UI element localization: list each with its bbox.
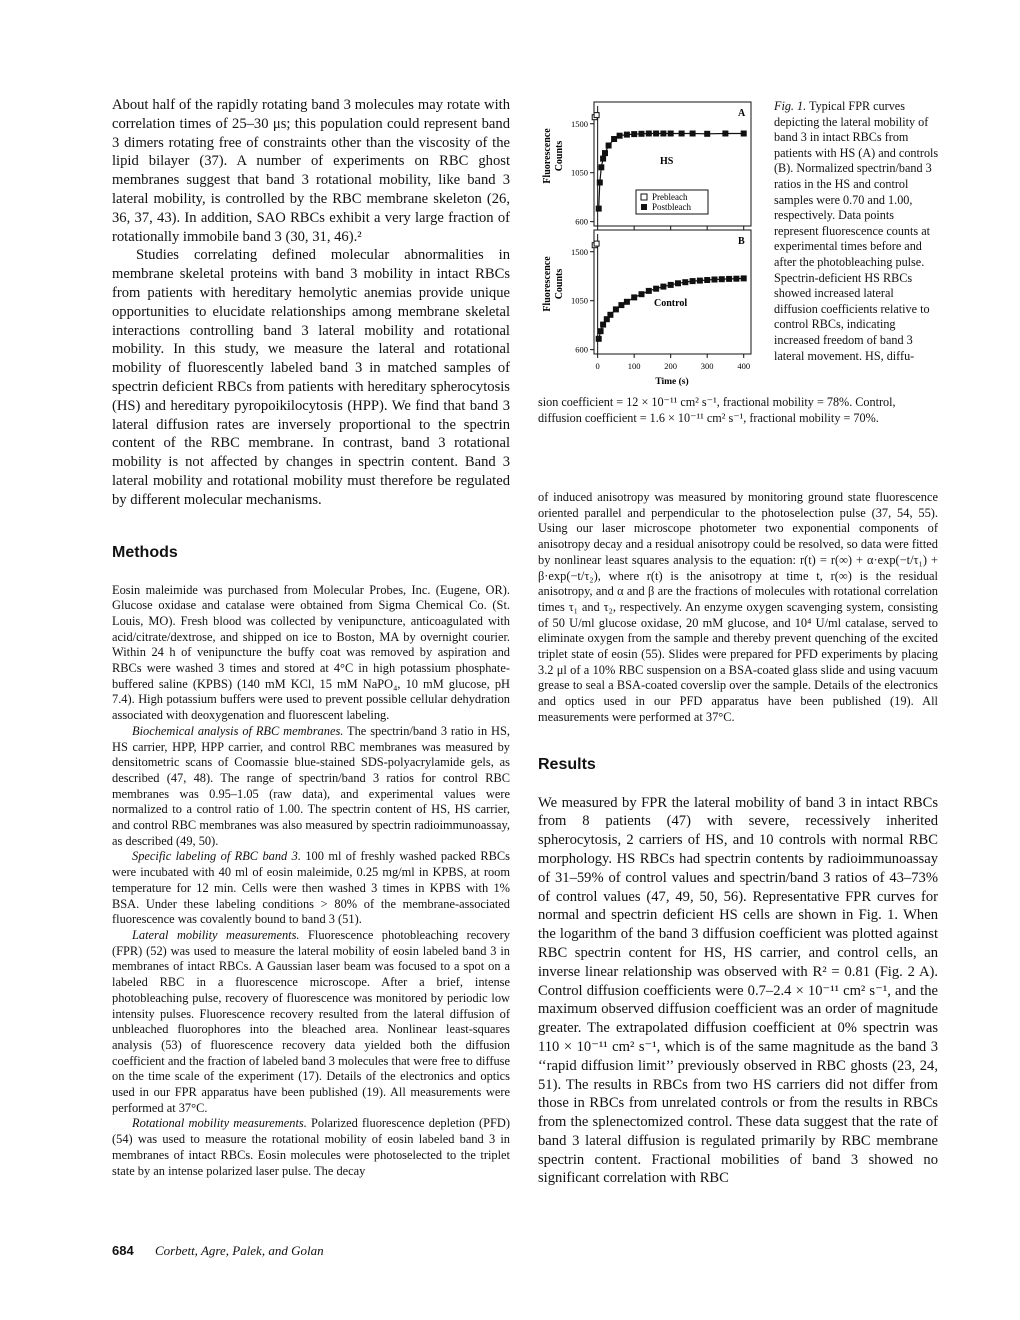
methods-text: The spectrin/band 3 ratio in HS, HS carrier, HPP, HPP carrier, and control RBC membranes was measured by densitometric scans of Coomassie blue-stained SDS-polyacrylamide gels, as described (47, 48). The range of spectrin/band 3 ratios for control RBC membranes was 0.95–1.05 (raw data), and experimental values were normalized to a control ratio of 1.00. The spectrin content of HS, HS carrier, and control RBC membranes was also measured by spectrin radioimmunoassay, as described (49, 50). xyxy=(112,723,510,848)
y-axis-label-b-1: Fluorescence xyxy=(542,256,553,312)
panel-b-label: B xyxy=(738,236,745,247)
postbleach-point xyxy=(741,276,746,281)
postbleach-point xyxy=(727,276,732,281)
panel-a-label: A xyxy=(738,108,746,119)
methods-subheading: Specific labeling of RBC band 3. xyxy=(132,849,301,864)
paragraph-intro-2: Studies correlating defined molecular abnormalities in membrane skeletal proteins with band 3 mobility in intact RBCs from patients with hereditary hemolytic anemias provide unique opportunities to elucidate relationships among membrane skeletal interactions controlling band 3 lateral mobility and rotational mobility. In this study, we measure the lateral and rotational mobility of fluorescently labeled band 3 in matched samples of spectrin deficient RBCs from patients with hereditary spherocytosis (HS) and hereditary pyropoikilocytosis (HPP). We find that band 3 lateral diffusion rates are inversely proportional to the spectrin content of the RBC membrane. In contrast, band 3 rotational mobility is not affected by changes in spectrin content. Band 3 lateral mobility and rotational mobility must therefore be regulated by different molecular mechanisms. xyxy=(112,247,510,508)
y-tick-label: 1500 xyxy=(571,246,588,257)
postbleach-point xyxy=(679,131,684,136)
y-tick-label: 600 xyxy=(575,216,588,227)
methods-paragraph-4 xyxy=(112,928,510,1116)
prebleach-point xyxy=(594,241,599,246)
page-number: 684 xyxy=(112,1243,134,1258)
postbleach-point xyxy=(596,336,601,341)
postbleach-point xyxy=(741,131,746,136)
results-paragraph-1: We measured by FPR the lateral mobility of band 3 in intact RBCs from 8 patients (47) with severe, recessively inherited spherocytosis, 2 carriers of HS, and 10 controls with normal RBC morphology. HS RBCs had spectrin contents by radioimmunoassay of 31–59% of control values and spectrin/band 3 ratios of 43–73% of control values (47, 49, 50, 56). Representative FPR curves for normal and spectrin deficient HS cells are shown in Fig. 1. When the logarithm of the band 3 diffusion coefficient was plotted against RBC spectrin content for HS, HS carrier, and control cells, an inverse linear relationship was observed with R² = 0.81 (Fig. 2 A). Control diffusion coefficients were 0.7–2.4 × 10⁻¹¹ cm² s⁻¹, and the maximum observed diffusion coefficient was an order of magnitude greater. The extrapolated diffusion coefficient at 0% spectrin was 110 × 10⁻¹¹ cm² s⁻¹, which is of the same magnitude as the band 3 ‘‘rapid diffusion limit’’ previously observed in RBC ghosts (23, 24, 51). The results in RBCs from two HS carriers did not differ from those in RBCs from unrelated controls or from the results in RBCs from the splenectomized control. These data suggest that the rate of band 3 lateral diffusion is regulated primarily by RBC membrane spectrin content. Fractional mobilities of band 3 showed no significant correlation with RBC xyxy=(538,794,938,1187)
postbleach-point xyxy=(601,156,606,161)
x-tick-label: 100 xyxy=(627,361,641,371)
postbleach-point xyxy=(603,151,608,156)
methods-subheading: Biochemical analysis of RBC membranes. xyxy=(132,723,344,738)
methods-paragraph-5 xyxy=(112,1116,510,1179)
x-tick-label: 400 xyxy=(737,361,751,371)
postbleach-point xyxy=(734,276,739,281)
methods-paragraph-1: Eosin maleimide was purchased from Molecular Probes, Inc. (Eugene, OR). Glucose oxidase and catalase were obtained from Sigma Chemical Co. (St. Louis, MO). Fresh blood was collected by venipuncture, anticoagulated with acid/citrate/dextrose, and shipped on ice to Boston, MA by overnight courier. Within 24 h of venipuncture the buffy coat was removed by aspiration and RBCs were washed 3 times and stored at 4°C in high potassium phosphate-buffered saline (KPBS) (140 mM KCl, 15 mM NaPO₄, 10 mM glucose, pH 7.4). High potassium buffers were used to prevent possible cellular dehydration associated with deoxygenation and fluorescent labeling. xyxy=(112,582,510,723)
postbleach-point xyxy=(624,299,629,304)
postbleach-point xyxy=(668,282,673,287)
postbleach-point xyxy=(619,303,624,308)
postbleach-point xyxy=(601,322,606,327)
postbleach-point xyxy=(608,312,613,317)
figure-caption-label: Fig. 1. xyxy=(774,99,807,113)
methods-text: Fluorescence photobleaching recovery (FPR) (52) was used to measure the lateral mobility of eosin labeled band 3 in membranes of intact RBCs. A Gaussian laser beam was focused to a spot on a labeled RBC in a fluorescence microscope. After a brief, intense photobleaching pulse, recovery of fluorescence was monitored by periodic low intensity pulses. Fluorescence recovery resulted from the lateral diffusion of unbleached fluorophores into the bleached area. Nonlinear least-squares analysis (53) of fluorescence recovery data yielded both the diffusion coefficient and the fraction of labeled band 3 molecules that were free to diffuse on the time scale of the experiment (17). Details of the electronics and optics used in our FPR apparatus have been published (19). All measurements were performed at 37°C. xyxy=(112,928,510,1115)
postbleach-point xyxy=(676,281,681,286)
postbleach-point xyxy=(705,278,710,283)
y-axis-label-a-1: Fluorescence xyxy=(542,128,553,184)
y-axis-label-a-2: Counts xyxy=(554,140,565,172)
postbleach-point xyxy=(654,286,659,291)
x-tick-label: 200 xyxy=(664,361,678,371)
figure-caption-text: Typical FPR curves depicting the lateral mobility of band 3 in intact RBCs from patients with HS (A) and controls (B). Normalized spectrin/band 3 ratios in the HS and control samples were 0.70 and 1.00, respectively. Data points represent fluorescence counts at experimental times before and after the photobleaching pulse. Spectrin-deficient HS RBCs showed increased lateral diffusion coefficients relative to control RBCs, indicating increased freedom of band 3 lateral movement. HS, diffu- xyxy=(774,99,939,363)
postbleach-point xyxy=(639,292,644,297)
x-tick-label: 0 xyxy=(595,361,600,371)
postbleach-point xyxy=(646,131,651,136)
postbleach-point xyxy=(705,131,710,136)
y-axis-label-b-2: Counts xyxy=(554,268,565,300)
x-tick-label: 300 xyxy=(700,361,714,371)
postbleach-point xyxy=(654,131,659,136)
postbleach-point xyxy=(598,329,603,334)
y-tick-label: 1500 xyxy=(571,118,588,129)
methods-paragraph-2 xyxy=(112,724,510,850)
legend-filled-square-icon xyxy=(641,204,647,210)
y-tick-label: 600 xyxy=(575,344,588,355)
postbleach-point xyxy=(697,278,702,283)
postbleach-point xyxy=(632,132,637,137)
methods-continued-paragraph: of induced anisotropy was measured by monitoring ground state fluorescence oriented parallel and perpendicular to the photoselection pulse (37, 54, 55). Using our laser microscope photometer two exponential components of anisotropy decay and a residual anisotropy could be resolved, so data were fitted by nonlinear least squares analysis to the equation: r(t) = r(∞) + α·exp(−t/τ₁) + β·exp(−t/τ₂), where r(t) is the anisotropy at time t, r(∞) is the residual anisotropy, and α and β are the fractions of molecules with rotational correlation times τ₁ and τ₂, respectively. An enzyme oxygen scavenging system, consisting of 50 U/ml glucose oxidase, 20 mM glucose, and 10⁴ U/ml catalase, served to eliminate oxygen from the sample and thereby prevent quenching of the excited triplet state of eosin (55). Slides were prepared for PFD experiments by placing 3.2 μl of a 10% RBC suspension on a BSA-coated glass slide and using vacuum grease to seal a BSA-coated coverslip over the sample. Details of the electronics and optics used in our PFD apparatus have been published (19). All measurements were performed at 37°C. xyxy=(538,490,938,724)
methods-heading: Methods xyxy=(112,543,178,561)
postbleach-point xyxy=(668,131,673,136)
panel-b-annotation: Control xyxy=(654,298,688,309)
legend-postbleach: Postbleach xyxy=(652,202,691,212)
legend-open-square-icon xyxy=(641,194,647,200)
postbleach-point xyxy=(617,133,622,138)
postbleach-point xyxy=(690,279,695,284)
figure-caption xyxy=(774,99,940,364)
results-heading: Results xyxy=(538,755,596,773)
panel-a-annotation: HS xyxy=(660,156,674,167)
postbleach-point xyxy=(596,206,601,211)
methods-paragraph-3 xyxy=(112,849,510,928)
postbleach-point xyxy=(661,131,666,136)
left-column xyxy=(112,96,510,1179)
postbleach-point xyxy=(723,131,728,136)
methods-subheading: Lateral mobility measurements. xyxy=(132,928,300,942)
postbleach-point xyxy=(683,280,688,285)
y-tick-label: 1050 xyxy=(571,167,588,178)
postbleach-point xyxy=(613,307,618,312)
y-tick-label: 1050 xyxy=(571,295,588,306)
postbleach-point xyxy=(597,180,602,185)
x-axis-label: Time (s) xyxy=(655,377,689,387)
panel-b-frame xyxy=(594,230,751,354)
running-authors: Corbett, Agre, Palek, and Golan xyxy=(154,1243,324,1258)
postbleach-point xyxy=(632,295,637,300)
methods-text: Polarized fluorescence depletion (PFD) (54) was used to measure the rotational mobility of eosin labeled band 3 in membranes of intact RBCs. Eosin molecules were photoselected to the triplet state by an intense polarized laser pulse. The decay xyxy=(112,1116,510,1178)
postbleach-point xyxy=(624,132,629,137)
prebleach-point xyxy=(594,113,599,118)
methods-text: 100 ml of freshly washed packed RBCs were incubated with 40 ml of eosin maleimide, 0.25 mg/ml in KPBS, at room temperature for 12 min. Cells were then washed 3 times in KPBS with 1% BSA. Under these labeling conditions > 80% of the membrane-associated fluorescence was covalently bound to band 3 (51). xyxy=(112,849,510,927)
figure-1-chart xyxy=(538,96,778,396)
postbleach-point xyxy=(646,288,651,293)
postbleach-point xyxy=(606,143,611,148)
postbleach-point xyxy=(719,277,724,282)
postbleach-point xyxy=(612,137,617,142)
methods-subheading: Rotational mobility measurements. xyxy=(132,1116,307,1131)
postbleach-point xyxy=(661,284,666,289)
legend-prebleach: Prebleach xyxy=(652,192,688,202)
postbleach-point xyxy=(639,131,644,136)
page-footer xyxy=(112,1243,324,1259)
postbleach-point xyxy=(690,131,695,136)
figure-caption-continued: sion coefficient = 12 × 10⁻¹¹ cm² s⁻¹, fractional mobility = 78%. Control, diffusion coefficient = 1.6 × 10⁻¹¹ cm² s⁻¹, fractional mobility = 70%. xyxy=(538,395,896,425)
postbleach-point xyxy=(599,165,604,170)
postbleach-point xyxy=(712,277,717,282)
paragraph-intro-1: About half of the rapidly rotating band 3 molecules may rotate with correlation times of 25–30 μs; this population could represent band 3 dimers rotating free of constraints other than the viscosity of the lipid bilayer (37). A number of experiments on RBC ghost membranes suggest that band 3 rotational mobility, like band 3 lateral mobility, is controlled by the RBC membrane skeleton (26, 36, 37, 43). In addition, SAO RBCs exhibit a very large fraction of rotationally immobile band 3 (30, 31, 46).² xyxy=(112,97,510,245)
right-column xyxy=(538,490,938,1188)
